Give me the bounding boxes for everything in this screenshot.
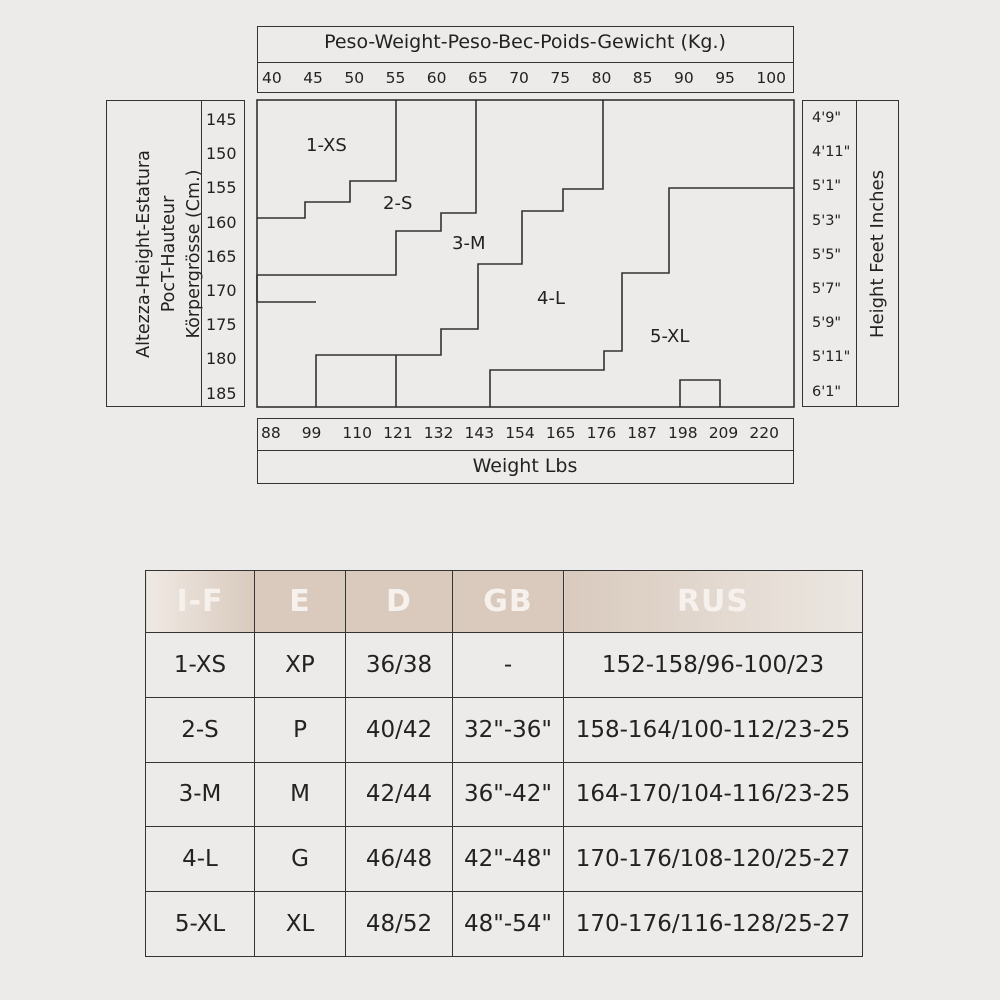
tick-label: 60 xyxy=(426,69,447,87)
cell-d: 48/52 xyxy=(346,892,453,957)
tick-label: 4'11" xyxy=(812,144,851,161)
tick-label: 75 xyxy=(550,69,571,87)
cell-rus: 158-164/100-112/23-25 xyxy=(564,697,863,762)
cell-e: M xyxy=(255,762,346,827)
cell-e: G xyxy=(255,827,346,892)
cell-gb: 42"-48" xyxy=(453,827,564,892)
tick-label: 185 xyxy=(206,383,237,403)
tick-label: 160 xyxy=(206,212,237,232)
tick-label: 198 xyxy=(668,424,698,442)
tick-label: 143 xyxy=(464,424,495,442)
tick-label: 150 xyxy=(206,144,237,164)
tick-label: 145 xyxy=(206,110,237,129)
cell-i-f: 3-M xyxy=(146,762,255,827)
cell-gb: 36"-42" xyxy=(453,762,564,827)
header-gb: GB xyxy=(453,571,564,633)
size-conversion-table xyxy=(145,570,863,957)
header-rus: RUS xyxy=(564,571,863,633)
bottom-axis-title: Weight Lbs xyxy=(472,455,578,477)
tick-label: 165 xyxy=(545,424,576,442)
tick-label: 70 xyxy=(509,69,529,87)
header-d: D xyxy=(346,571,453,633)
left-axis-title-line-1: Altezza-Height-Estatura xyxy=(134,150,154,358)
region-label-5-xl: 5-XL xyxy=(650,326,690,347)
tick-label: 5'3" xyxy=(812,212,842,229)
table-row xyxy=(146,827,863,892)
tick-label: 175 xyxy=(206,315,237,335)
cell-gb: 48"-54" xyxy=(453,892,564,957)
region-label-2-s: 2-S xyxy=(383,193,413,214)
tick-label: 154 xyxy=(505,424,535,442)
tick-label: 45 xyxy=(303,69,323,87)
tick-label: 176 xyxy=(586,424,617,442)
tick-label: 170 xyxy=(206,281,237,300)
tick-label: 5'1" xyxy=(812,178,842,195)
tick-label: 155 xyxy=(206,178,237,198)
region-label-3-m: 3-M xyxy=(452,233,486,254)
tick-label: 187 xyxy=(627,424,657,442)
tick-label: 5'9" xyxy=(812,315,842,332)
cell-e: P xyxy=(255,697,346,762)
right-axis-title: Height Feet Inches xyxy=(867,170,888,338)
tick-label: 165 xyxy=(206,246,237,266)
cell-d: 46/48 xyxy=(346,827,453,892)
cell-d: 36/38 xyxy=(346,633,453,698)
tick-label: 50 xyxy=(344,69,365,87)
boundary-l-xl xyxy=(490,188,794,407)
cell-e: XL xyxy=(255,892,346,957)
tick-label: 5'11" xyxy=(812,349,851,366)
header-e: E xyxy=(255,571,346,633)
cell-rus: 164-170/104-116/23-25 xyxy=(564,762,863,827)
tick-label: 55 xyxy=(385,69,406,87)
cell-rus: 152-158/96-100/23 xyxy=(564,633,863,698)
boundary-xs-s xyxy=(257,100,396,218)
cell-rus: 170-176/108-120/25-27 xyxy=(564,827,863,892)
region-label-1-xs: 1-XS xyxy=(306,135,347,156)
left-axis-title-line-2: PocT-Hauteur xyxy=(159,195,179,313)
table-row xyxy=(146,762,863,827)
table-row xyxy=(146,633,863,698)
tick-label: 6'1" xyxy=(812,383,842,400)
tick-label: 180 xyxy=(206,349,237,369)
cell-i-f: 5-XL xyxy=(146,892,255,957)
table-row xyxy=(146,697,863,762)
tick-label: 95 xyxy=(715,69,735,87)
cell-i-f: 2-S xyxy=(146,697,255,762)
tick-label: 100 xyxy=(756,69,786,87)
tick-label: 209 xyxy=(708,424,739,442)
cell-rus: 170-176/116-128/25-27 xyxy=(564,892,863,957)
cell-gb: 32"-36" xyxy=(453,697,564,762)
cell-i-f: 1-XS xyxy=(146,633,255,698)
tick-label: 220 xyxy=(749,424,779,442)
top-axis-title: Peso-Weight-Peso-Bec-Poids-Gewicht (Kg.) xyxy=(324,31,726,53)
tick-label: 40 xyxy=(262,69,282,87)
tick-label: 90 xyxy=(674,69,694,87)
cell-d: 40/42 xyxy=(346,697,453,762)
tick-label: 5'7" xyxy=(812,281,842,297)
tick-label: 80 xyxy=(591,69,612,87)
tick-label: 121 xyxy=(383,424,413,442)
tick-label: 88 xyxy=(261,424,281,442)
tick-label: 110 xyxy=(342,424,372,442)
cell-d: 42/44 xyxy=(346,762,453,827)
tick-label: 65 xyxy=(468,69,488,87)
tick-label: 99 xyxy=(301,424,322,442)
tick-label: 85 xyxy=(632,69,653,87)
tick-label: 5'5" xyxy=(812,246,842,263)
table-row xyxy=(146,892,863,957)
boundary-s-m xyxy=(257,100,476,275)
cell-gb: - xyxy=(453,633,564,698)
boundary-xl-corner xyxy=(680,380,720,407)
size-table-header-row xyxy=(146,571,863,633)
tick-label: 132 xyxy=(423,424,454,442)
cell-i-f: 4-L xyxy=(146,827,255,892)
region-label-4-l: 4-L xyxy=(537,288,565,309)
left-axis-title-line-3: Körpergrösse (Cm.) xyxy=(184,169,204,339)
cell-e: XP xyxy=(255,633,346,698)
tick-label: 4'9" xyxy=(812,110,842,126)
header-i-f: I-F xyxy=(146,571,255,633)
